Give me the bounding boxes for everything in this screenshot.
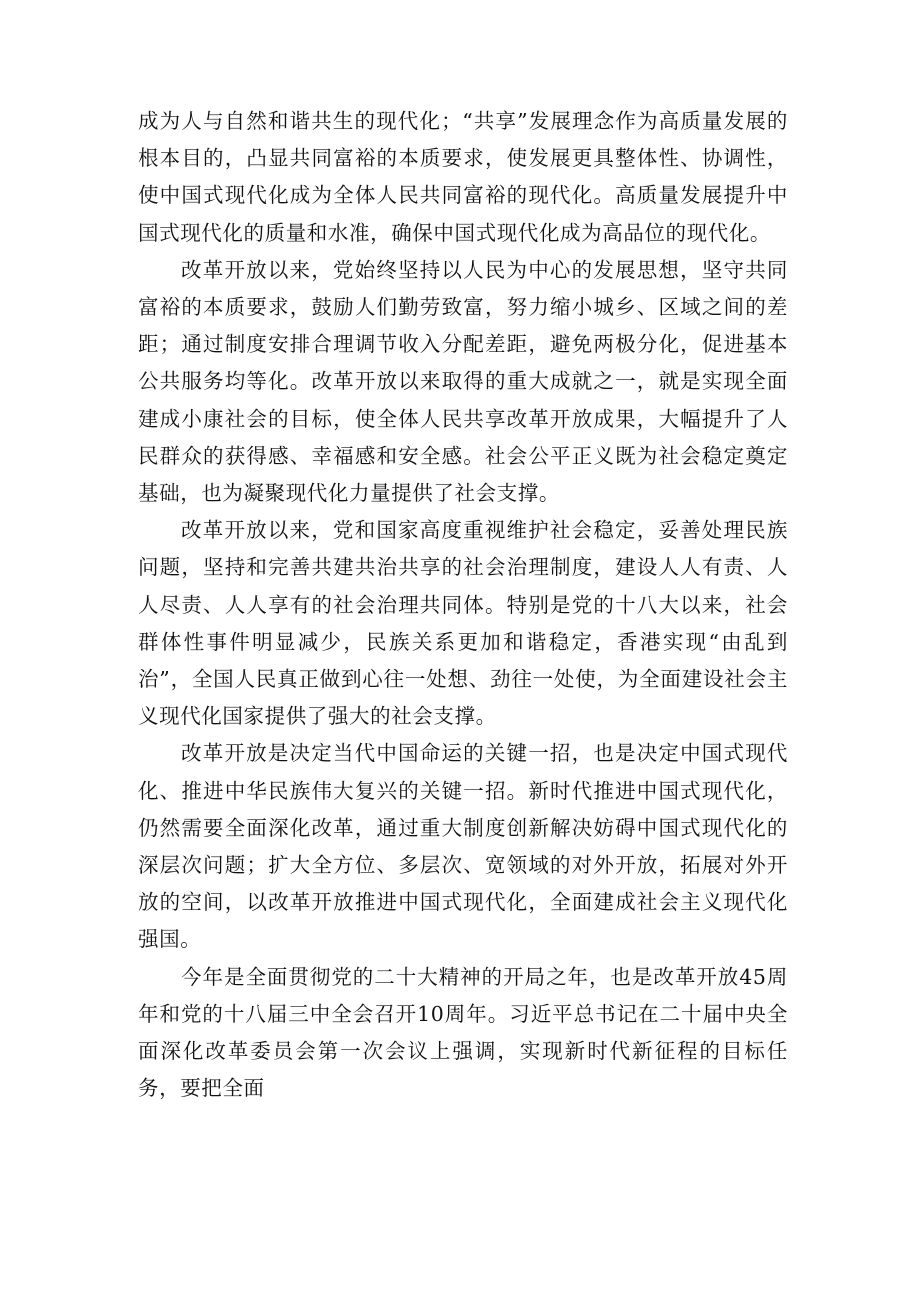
document-page — [138, 103, 788, 1107]
paragraph-5: 今年是全面贯彻党的二十大精神的开局之年，也是改革开放45周年和党的十八届三中全会召开10周年。习近平总书记在二十届中央全面深化改革委员会第一次会议上强调，实现新时代新征程的目标任务，要把全面 — [138, 964, 788, 1101]
paragraph-1: 成为人与自然和谐共生的现代化；“共享”发展理念作为高质量发展的根本目的，凸显共同富裕的本质要求，使发展更具整体性、协调性，使中国式现代化成为全体人民共同富裕的现代化。高质量发展提升中国式现代化的质量和水准，确保中国式现代化成为高品位的现代化。 — [138, 109, 788, 245]
paragraph-4: 改革开放是决定当代中国命运的关键一招，也是决定中国式现代化、推进中华民族伟大复兴的关键一招。新时代推进中国式现代化，仍然需要全面深化改革，通过重大制度创新解决妨碍中国式现代化的深层次问题；扩大全方位、多层次、宽领域的对外开放，拓展对外开放的空间，以改革开放推进中国式现代化，全面建成社会主义现代化强国。 — [138, 741, 788, 952]
paragraph-2: 改革开放以来，党始终坚持以人民为中心的发展思想，坚守共同富裕的本质要求，鼓励人们勤劳致富，努力缩小城乡、区域之间的差距；通过制度安排合理调节收入分配差距，避免两极分化，促进基本公共服务均等化。改革开放以来取得的重大成就之一，就是实现全面建成小康社会的目标，使全体人民共享改革开放成果，大幅提升了人民群众的获得感、幸福感和安全感。社会公平正义既为社会稳定奠定基础，也为凝聚现代化力量提供了社会支撑。 — [138, 257, 788, 506]
paragraph-3: 改革开放以来，党和国家高度重视维护社会稳定，妥善处理民族问题，坚持和完善共建共治共享的社会治理制度，建设人人有责、人人尽责、人人享有的社会治理共同体。特别是党的十八大以来，社会群体性事件明显减少，民族关系更加和谐稳定，香港实现“由乱到治”，全国人民真正做到心往一处想、劲往一处使，为全面建设社会主义现代化国家提供了强大的社会支撑。 — [138, 518, 788, 729]
